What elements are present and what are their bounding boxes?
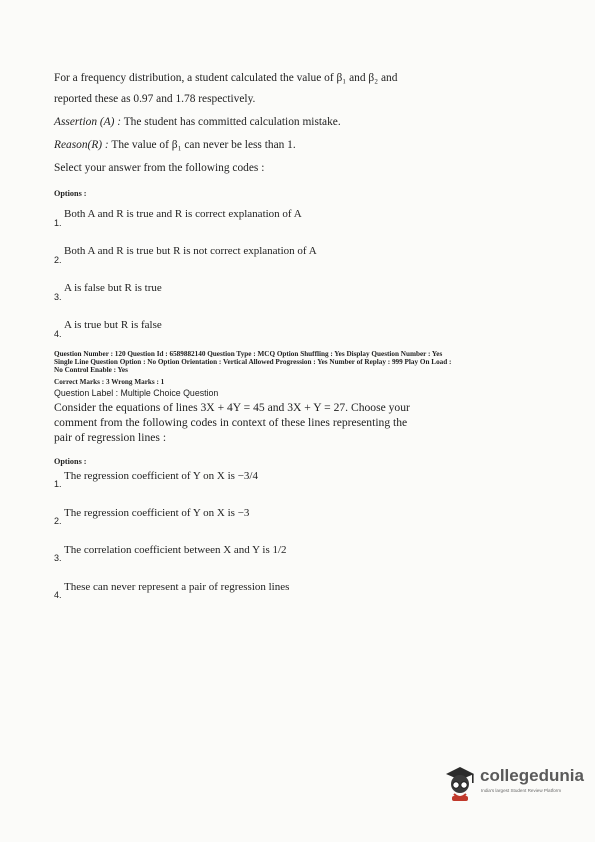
option-text: These can never represent a pair of regression lines bbox=[64, 580, 290, 593]
option-number: 3. bbox=[54, 552, 62, 563]
option-number: 2. bbox=[54, 255, 62, 265]
option-text: A is true but R is false bbox=[64, 319, 162, 331]
q1-option-4[interactable] bbox=[54, 317, 544, 354]
option-number: 3. bbox=[54, 292, 62, 302]
q2-option-4[interactable] bbox=[54, 581, 544, 618]
q2-option-1[interactable] bbox=[54, 470, 544, 507]
q2-question-label: Question Label : Multiple Choice Question bbox=[54, 387, 219, 398]
q2-stem-line-3: pair of regression lines : bbox=[54, 430, 167, 444]
q2-options-heading: Options : bbox=[54, 456, 87, 466]
question-2 bbox=[54, 350, 544, 618]
question-1 bbox=[54, 70, 544, 354]
q2-meta-line-1: Question Number : 120 Question Id : 6589882140 Question Type : MCQ Option Shuffling : Yes Display Question Number : Yes bbox=[54, 350, 443, 358]
q2-stem-line-2: comment from the following codes in context of these lines representing the bbox=[54, 415, 408, 429]
option-text: The regression coefficient of Y on X is −3 bbox=[64, 506, 250, 519]
option-text: Both A and R is true but R is not correct explanation of A bbox=[64, 245, 317, 257]
option-text: Both A and R is true and R is correct explanation of A bbox=[64, 208, 302, 220]
option-text: A is false but R is true bbox=[64, 282, 162, 294]
q1-instruction: Select your answer from the following codes : bbox=[54, 162, 265, 174]
collegedunia-logo bbox=[442, 764, 582, 804]
q2-option-3[interactable] bbox=[54, 544, 544, 581]
assertion bbox=[54, 114, 544, 131]
q1-options-heading: Options : bbox=[54, 189, 87, 198]
q1-stem-line-1: For a frequency distribution, a student calculated the value of β₁ and β₂ and bbox=[54, 72, 398, 84]
option-number: 4. bbox=[54, 329, 62, 339]
assertion-text: The student has committed calculation mistake. bbox=[121, 116, 341, 128]
reason-label: Reason(R) : bbox=[54, 139, 109, 151]
option-number: 1. bbox=[54, 218, 62, 228]
option-number: 4. bbox=[54, 589, 62, 600]
q1-stem-line-2: reported these as 0.97 and 1.78 respectively. bbox=[54, 93, 256, 105]
assertion-label: Assertion (A) : bbox=[54, 116, 122, 128]
q2-meta-line-3: No Control Enable : Yes bbox=[54, 366, 128, 375]
q1-option-3[interactable] bbox=[54, 280, 544, 317]
q2-stem-line-1: Consider the equations of lines 3X + 4Y = 45 and 3X + Y = 27. Choose your bbox=[54, 400, 410, 414]
graduate-mascot-icon bbox=[442, 764, 478, 804]
logo-wordmark: collegedunia bbox=[480, 766, 584, 785]
q2-marks: Correct Marks : 3 Wrong Marks : 1 bbox=[54, 377, 165, 386]
q1-option-2[interactable] bbox=[54, 243, 544, 280]
q2-meta-line-2: Single Line Question Option : No Option Orientation : Vertical Allowed Progression : Yes Number of Replay : 999 Play On Load : bbox=[54, 358, 452, 367]
option-text: The correlation coefficient between X and Y is 1/2 bbox=[64, 543, 287, 556]
logo-tagline: India's largest Student Review Platform bbox=[481, 788, 562, 793]
q1-option-1[interactable] bbox=[54, 206, 544, 243]
option-number: 2. bbox=[54, 515, 62, 526]
q2-option-2[interactable] bbox=[54, 507, 544, 544]
reason bbox=[54, 137, 544, 154]
reason-text: The value of β₁ can never be less than 1. bbox=[108, 139, 296, 151]
option-text: The regression coefficient of Y on X is −3/4 bbox=[64, 469, 258, 482]
option-number: 1. bbox=[54, 478, 62, 489]
